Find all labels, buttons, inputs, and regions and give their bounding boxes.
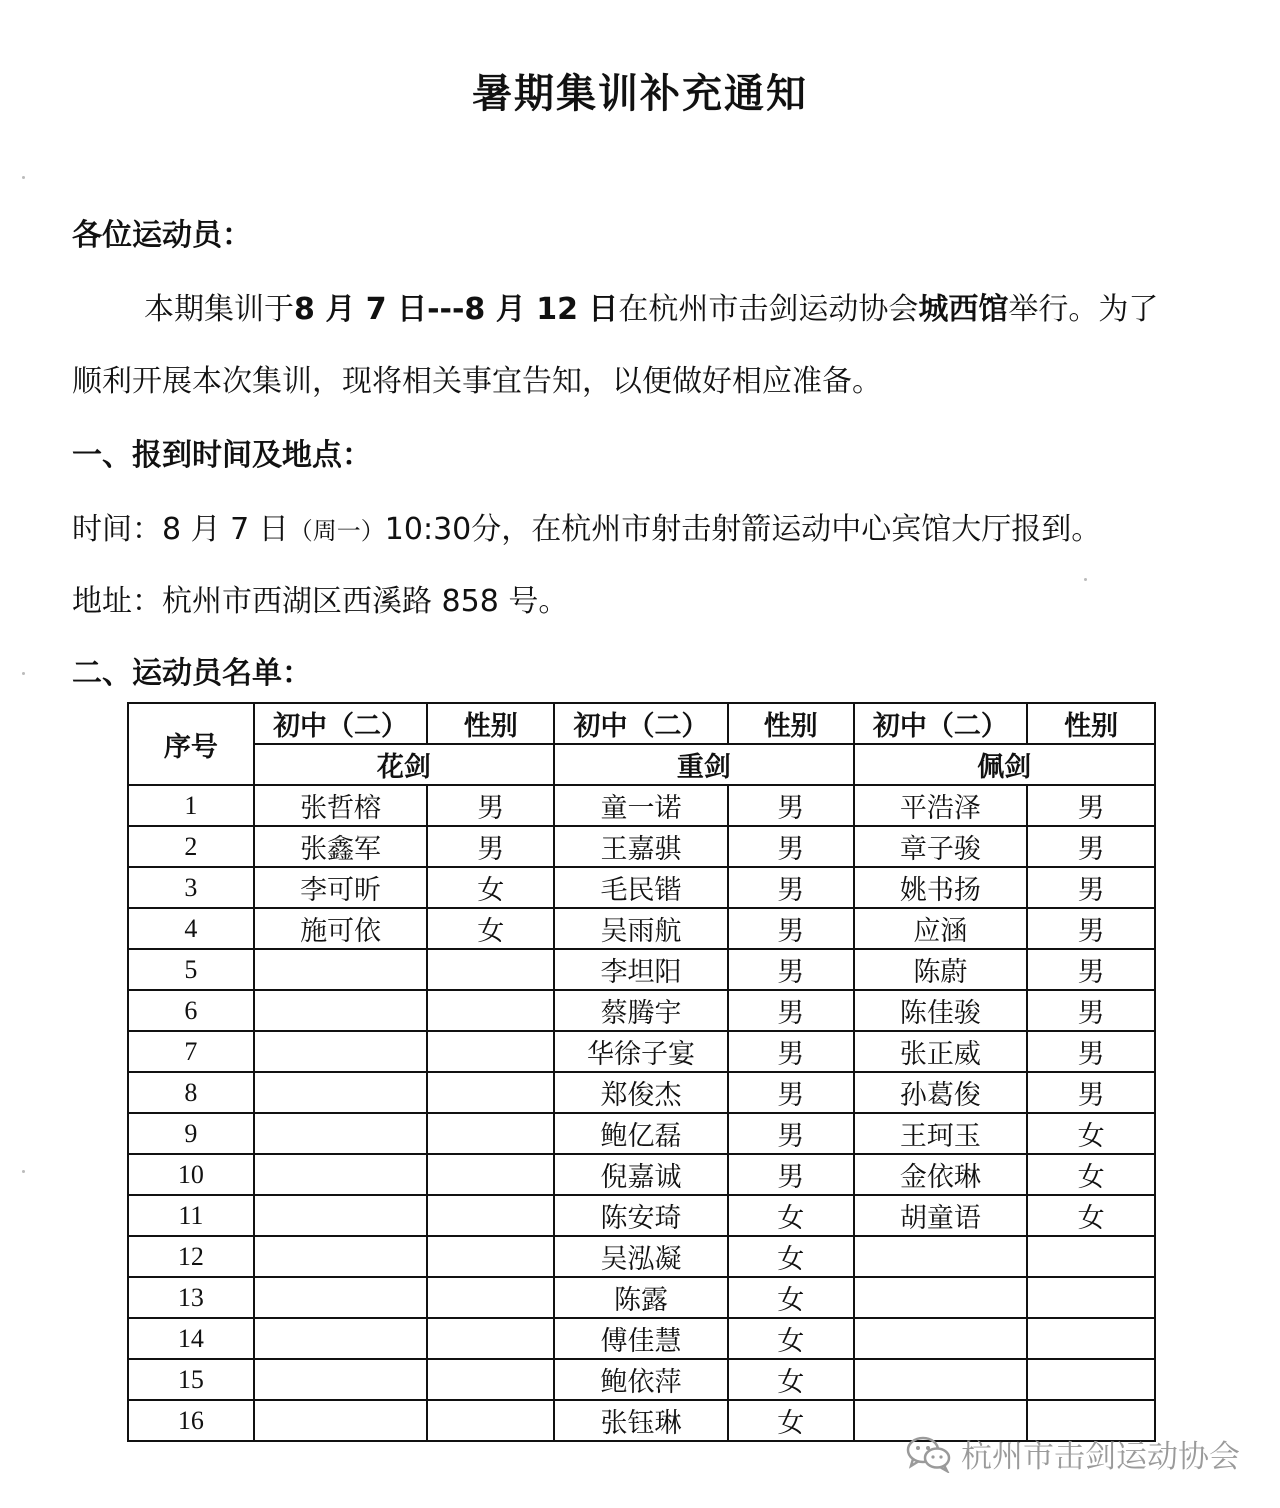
intro-text-a: 本期集训于 (144, 292, 294, 327)
row-index-cell: 1 (128, 785, 254, 826)
sabre-gender-cell: 女 (1027, 1113, 1155, 1154)
foil-name-cell (254, 1195, 428, 1236)
epee-gender-cell: 男 (728, 785, 854, 826)
table-row (128, 1359, 1155, 1400)
time-rest: 分，在杭州市射击射箭运动中心宾馆大厅报到。 (471, 512, 1102, 547)
foil-name-cell (254, 1113, 428, 1154)
table-row (128, 1154, 1155, 1195)
scan-speck (22, 1170, 25, 1173)
sabre-gender-cell (1027, 1236, 1155, 1277)
intro-text-c: 举行。为了 (1008, 292, 1159, 327)
time-date: 8 月 7 日 (162, 512, 289, 547)
row-index-cell: 13 (128, 1277, 254, 1318)
epee-name-cell: 王嘉骐 (554, 826, 728, 867)
epee-gender-cell: 女 (728, 1359, 854, 1400)
sabre-gender-cell: 男 (1027, 1072, 1155, 1113)
intro-paragraph-line2: 顺利开展本次集训，现将相关事宜告知，以便做好相应准备。 (72, 364, 882, 399)
epee-gender-cell: 女 (728, 1400, 854, 1441)
epee-name-cell: 鲍依萍 (554, 1359, 728, 1400)
foil-name-cell (254, 949, 428, 990)
epee-name-cell: 吴雨航 (554, 908, 728, 949)
epee-name-cell: 陈安琦 (554, 1195, 728, 1236)
foil-gender-cell (427, 1195, 554, 1236)
epee-gender-cell: 男 (728, 1072, 854, 1113)
foil-gender-cell (427, 1236, 554, 1277)
salutation: 各位运动员： (72, 218, 252, 253)
foil-name-cell: 施可依 (254, 908, 428, 949)
sabre-gender-cell: 男 (1027, 826, 1155, 867)
report-time-line (72, 504, 1101, 548)
sabre-name-cell: 应涵 (854, 908, 1028, 949)
sabre-gender-cell (1027, 1318, 1155, 1359)
foil-name-cell (254, 1031, 428, 1072)
sabre-name-cell: 陈佳骏 (854, 990, 1028, 1031)
intro-paragraph-line1 (144, 284, 1158, 328)
sabre-gender-cell: 男 (1027, 1031, 1155, 1072)
time-day: （周一） (288, 517, 385, 545)
foil-name-cell (254, 1072, 428, 1113)
foil-name-cell: 张哲榕 (254, 785, 428, 826)
sabre-gender-cell: 男 (1027, 990, 1155, 1031)
table-row (128, 1113, 1155, 1154)
epee-name-cell: 华徐子宴 (554, 1031, 728, 1072)
row-index-cell: 2 (128, 826, 254, 867)
time-label: 时间： (72, 512, 162, 547)
table-row (128, 826, 1155, 867)
row-index-cell: 8 (128, 1072, 254, 1113)
wechat-watermark (905, 1428, 1245, 1478)
time-clock: 10:30 (384, 512, 472, 547)
weapon-header-foil: 花剑 (254, 744, 554, 785)
gender-header-sabre: 性别 (1027, 703, 1155, 744)
epee-name-cell: 陈露 (554, 1277, 728, 1318)
foil-gender-cell (427, 1400, 554, 1441)
epee-name-cell: 傅佳慧 (554, 1318, 728, 1359)
weapon-header-epee: 重剑 (554, 744, 853, 785)
table-row (128, 908, 1155, 949)
sabre-name-cell: 张正威 (854, 1031, 1028, 1072)
table-row (128, 1318, 1155, 1359)
sabre-name-cell: 金依琳 (854, 1154, 1028, 1195)
epee-name-cell: 鲍亿磊 (554, 1113, 728, 1154)
row-index-cell: 9 (128, 1113, 254, 1154)
wechat-icon (905, 1433, 951, 1473)
foil-gender-cell (427, 1318, 554, 1359)
row-index-cell: 3 (128, 867, 254, 908)
sabre-gender-cell: 男 (1027, 949, 1155, 990)
address-value: 杭州市西湖区西溪路 858 号。 (162, 584, 569, 619)
scan-speck (22, 672, 25, 675)
foil-gender-cell (427, 1113, 554, 1154)
epee-gender-cell: 女 (728, 1318, 854, 1359)
sabre-name-cell: 王珂玉 (854, 1113, 1028, 1154)
sabre-name-cell: 姚书扬 (854, 867, 1028, 908)
gender-header-epee: 性别 (728, 703, 854, 744)
foil-gender-cell: 女 (427, 908, 554, 949)
group-header-epee: 初中（二） (554, 703, 728, 744)
row-index-cell: 15 (128, 1359, 254, 1400)
epee-name-cell: 郑俊杰 (554, 1072, 728, 1113)
sabre-name-cell (854, 1318, 1028, 1359)
foil-name-cell (254, 990, 428, 1031)
watermark-text: 杭州市击剑运动协会 (961, 1438, 1240, 1475)
foil-name-cell (254, 1154, 428, 1195)
epee-gender-cell: 男 (728, 1031, 854, 1072)
epee-gender-cell: 女 (728, 1236, 854, 1277)
table-row (128, 1031, 1155, 1072)
row-index-cell: 16 (128, 1400, 254, 1441)
epee-gender-cell: 女 (728, 1277, 854, 1318)
foil-gender-cell (427, 1154, 554, 1195)
table-row (128, 867, 1155, 908)
table-row (128, 1236, 1155, 1277)
epee-gender-cell: 男 (728, 826, 854, 867)
epee-name-cell: 吴泓凝 (554, 1236, 728, 1277)
sabre-name-cell: 胡童语 (854, 1195, 1028, 1236)
sabre-name-cell: 平浩泽 (854, 785, 1028, 826)
gender-header-foil: 性别 (427, 703, 554, 744)
sabre-name-cell: 孙葛俊 (854, 1072, 1028, 1113)
epee-name-cell: 倪嘉诚 (554, 1154, 728, 1195)
group-header-sabre: 初中（二） (854, 703, 1028, 744)
foil-gender-cell (427, 990, 554, 1031)
sabre-gender-cell: 女 (1027, 1195, 1155, 1236)
scan-speck (1084, 578, 1087, 581)
intro-venue: 城西馆 (918, 292, 1009, 327)
foil-name-cell (254, 1359, 428, 1400)
sabre-name-cell: 章子骏 (854, 826, 1028, 867)
index-header: 序号 (128, 703, 254, 785)
row-index-cell: 12 (128, 1236, 254, 1277)
row-index-cell: 7 (128, 1031, 254, 1072)
intro-dates: 8 月 7 日---8 月 12 日 (294, 292, 619, 327)
row-index-cell: 10 (128, 1154, 254, 1195)
sabre-gender-cell: 男 (1027, 785, 1155, 826)
sabre-gender-cell: 男 (1027, 908, 1155, 949)
scan-speck (22, 176, 25, 179)
foil-gender-cell (427, 1359, 554, 1400)
roster-body (128, 785, 1155, 1441)
page-title: 暑期集训补充通知 (472, 71, 808, 117)
epee-name-cell: 李坦阳 (554, 949, 728, 990)
weapon-header-sabre: 佩剑 (854, 744, 1155, 785)
sabre-name-cell (854, 1359, 1028, 1400)
epee-name-cell: 童一诺 (554, 785, 728, 826)
foil-gender-cell (427, 1277, 554, 1318)
table-row (128, 1195, 1155, 1236)
intro-text-b: 在杭州市击剑运动协会 (618, 292, 919, 327)
foil-name-cell (254, 1236, 428, 1277)
table-row (128, 785, 1155, 826)
address-line (72, 576, 568, 620)
sabre-gender-cell (1027, 1277, 1155, 1318)
epee-gender-cell: 男 (728, 949, 854, 990)
sabre-name-cell: 陈蔚 (854, 949, 1028, 990)
epee-gender-cell: 男 (728, 867, 854, 908)
foil-gender-cell: 男 (427, 785, 554, 826)
section2-heading: 二、运动员名单： (72, 656, 312, 691)
address-label: 地址： (72, 584, 162, 619)
foil-gender-cell (427, 1031, 554, 1072)
epee-gender-cell: 男 (728, 1113, 854, 1154)
row-index-cell: 6 (128, 990, 254, 1031)
foil-name-cell: 张鑫军 (254, 826, 428, 867)
table-row (128, 1277, 1155, 1318)
sabre-gender-cell: 女 (1027, 1154, 1155, 1195)
foil-name-cell: 李可昕 (254, 867, 428, 908)
sabre-name-cell (854, 1236, 1028, 1277)
epee-name-cell: 蔡腾宇 (554, 990, 728, 1031)
sabre-name-cell (854, 1277, 1028, 1318)
epee-name-cell: 张钰琳 (554, 1400, 728, 1441)
foil-gender-cell: 女 (427, 867, 554, 908)
table-row (128, 1072, 1155, 1113)
epee-gender-cell: 男 (728, 908, 854, 949)
sabre-gender-cell (1027, 1359, 1155, 1400)
row-index-cell: 14 (128, 1318, 254, 1359)
roster-header (128, 703, 1155, 785)
section1-heading: 一、报到时间及地点： (72, 438, 372, 473)
foil-gender-cell (427, 1072, 554, 1113)
foil-gender-cell (427, 949, 554, 990)
group-header-foil: 初中（二） (254, 703, 428, 744)
row-index-cell: 4 (128, 908, 254, 949)
epee-gender-cell: 女 (728, 1195, 854, 1236)
sabre-gender-cell: 男 (1027, 867, 1155, 908)
foil-name-cell (254, 1318, 428, 1359)
row-index-cell: 5 (128, 949, 254, 990)
foil-name-cell (254, 1277, 428, 1318)
foil-gender-cell: 男 (427, 826, 554, 867)
table-row (128, 949, 1155, 990)
foil-name-cell (254, 1400, 428, 1441)
epee-gender-cell: 男 (728, 990, 854, 1031)
athlete-roster-table (127, 702, 1156, 1442)
epee-gender-cell: 男 (728, 1154, 854, 1195)
table-row (128, 990, 1155, 1031)
epee-name-cell: 毛民锴 (554, 867, 728, 908)
row-index-cell: 11 (128, 1195, 254, 1236)
